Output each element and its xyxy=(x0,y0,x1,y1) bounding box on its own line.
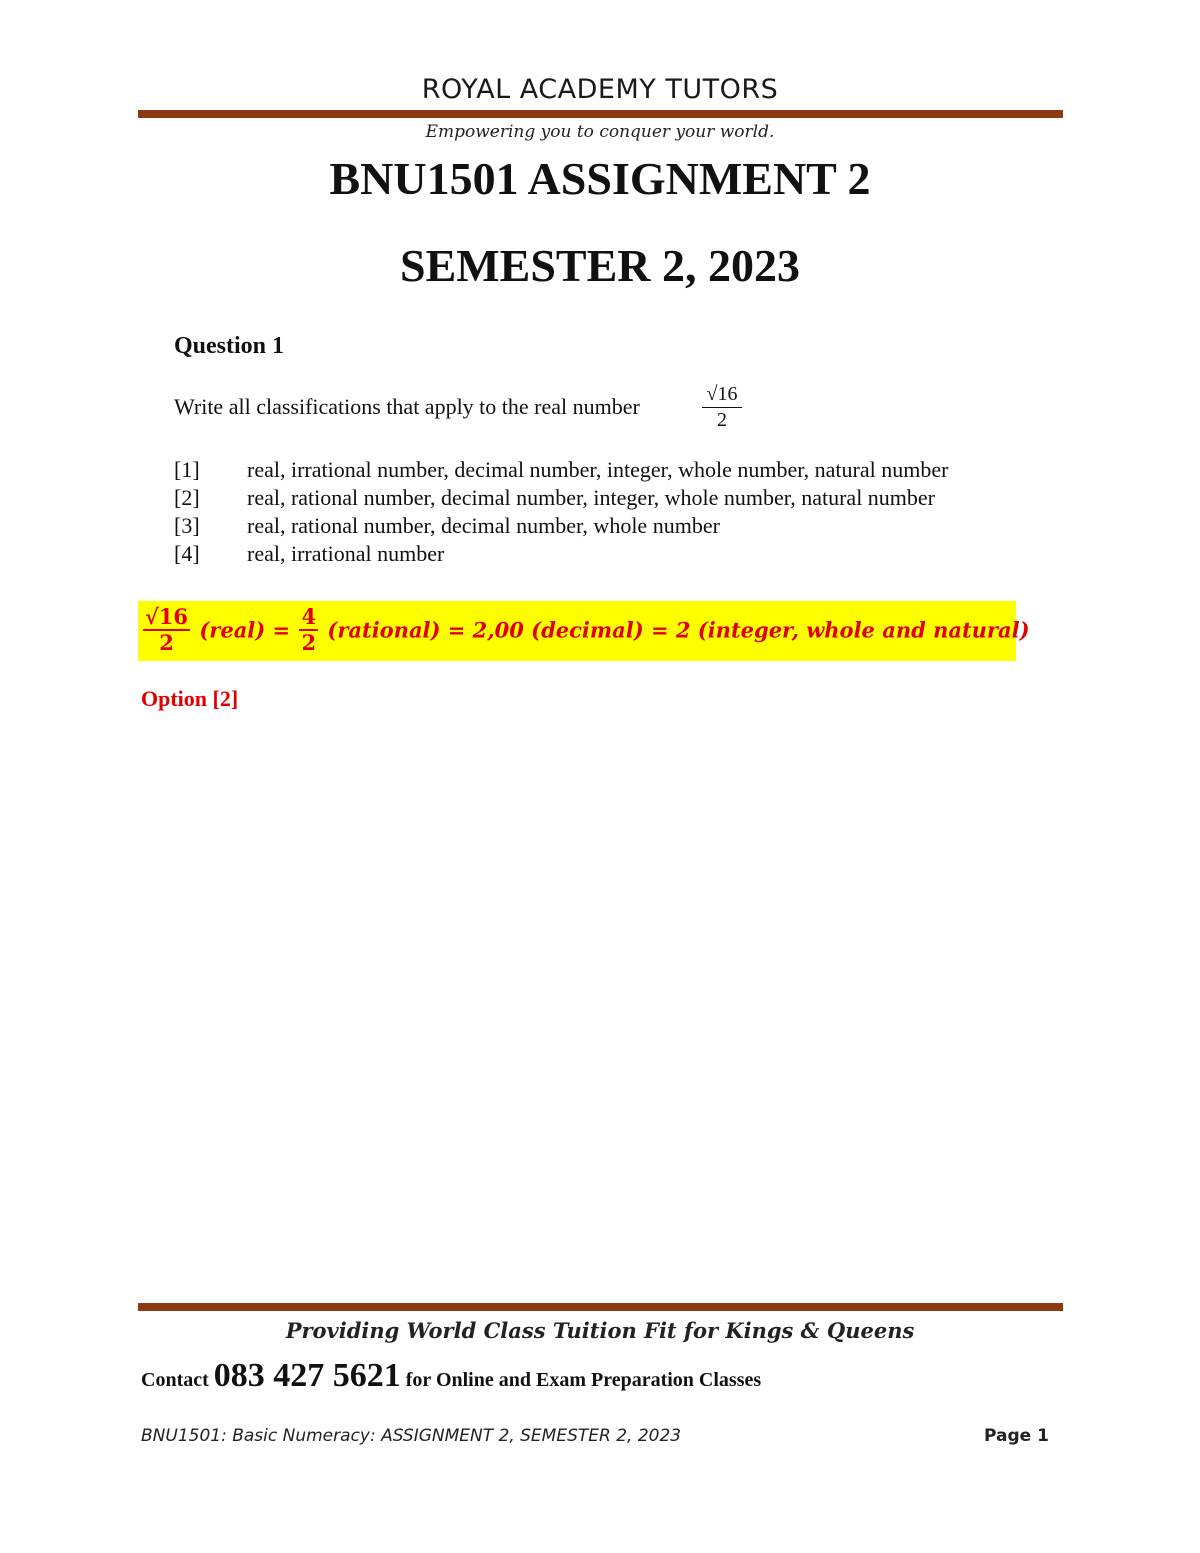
answer-fraction-denominator: 2 xyxy=(301,630,317,655)
page-number: Page 1 xyxy=(984,1426,1049,1446)
contact-line xyxy=(141,1357,761,1395)
option-number: [4] xyxy=(174,541,200,566)
header-divider xyxy=(138,110,1063,118)
contact-phone: 083 427 5621 xyxy=(213,1357,401,1394)
question-prompt: Write all classifications that apply to the real number xyxy=(174,394,640,419)
selected-option: Option [2] xyxy=(141,686,239,711)
footer-tagline: Providing World Class Tuition Fit for Kings & Queens xyxy=(285,1318,915,1343)
header-org-name: ROYAL ACADEMY TUTORS xyxy=(421,74,779,105)
answer-fraction xyxy=(299,605,318,655)
answer-working xyxy=(141,605,1030,655)
question-fraction xyxy=(702,383,742,432)
answer-fraction-numerator: 4 xyxy=(301,604,317,629)
contact-suffix: for Online and Exam Preparation Classes xyxy=(400,1369,762,1391)
contact-prefix: Contact xyxy=(141,1369,214,1391)
option-text: real, irrational number xyxy=(247,541,445,566)
answer-fraction-numerator: √16 xyxy=(145,604,189,629)
option-text: real, rational number, decimal number, integer, whole number, natural number xyxy=(247,485,936,510)
footer-divider xyxy=(138,1303,1063,1311)
answer-label-real: (real) = xyxy=(192,617,298,643)
option-number: [1] xyxy=(174,457,200,482)
fraction-denominator: 2 xyxy=(717,409,727,431)
question-heading: Question 1 xyxy=(174,333,285,359)
footer-document-info: BNU1501: Basic Numeracy: ASSIGNMENT 2, SEMESTER 2, 2023 xyxy=(141,1426,682,1446)
header-tagline: Empowering you to conquer your world. xyxy=(425,122,775,142)
answer-fraction xyxy=(143,605,190,655)
option-number: [3] xyxy=(174,513,200,538)
option-number: [2] xyxy=(174,485,200,510)
option-text: real, rational number, decimal number, whole number xyxy=(247,513,720,538)
option-text: real, irrational number, decimal number, integer, whole number, natural number xyxy=(247,457,949,482)
answer-rest: (rational) = 2,00 (decimal) = 2 (integer, whole and natural) xyxy=(320,617,1030,643)
answer-fraction-denominator: 2 xyxy=(159,630,174,655)
fraction-numerator: √16 xyxy=(702,383,742,408)
document-subtitle: SEMESTER 2, 2023 xyxy=(399,240,801,291)
document-title: BNU1501 ASSIGNMENT 2 xyxy=(329,153,871,204)
